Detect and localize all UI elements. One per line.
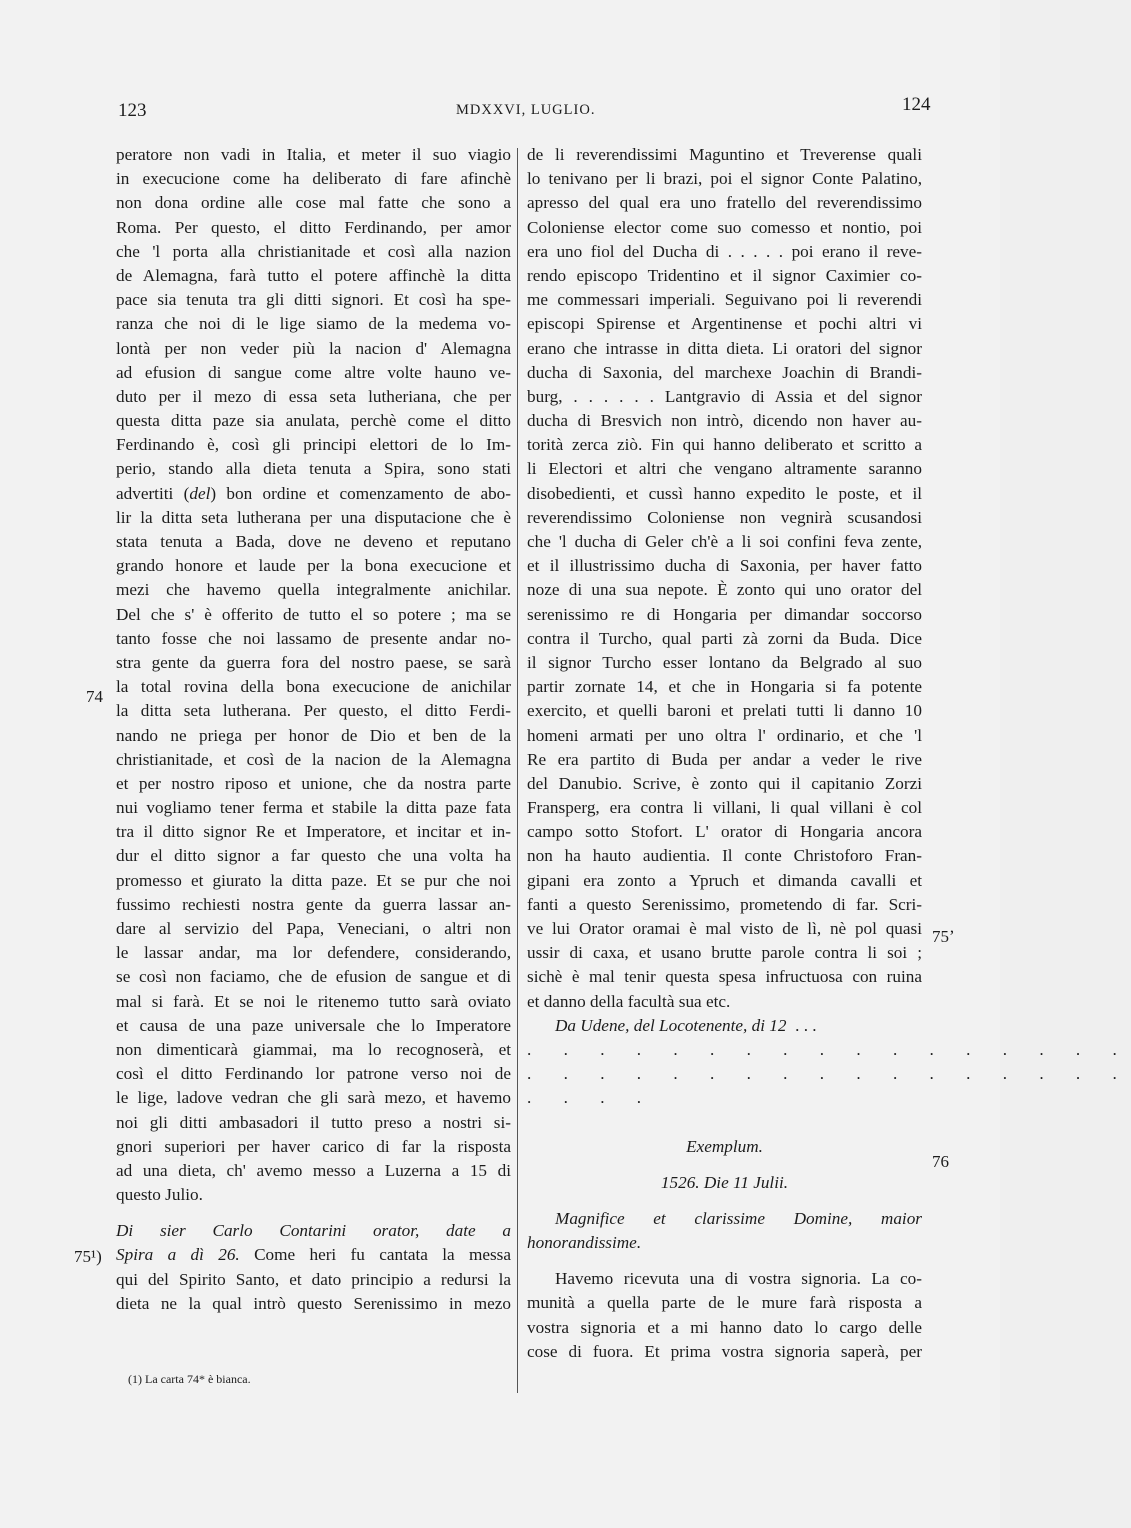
text-line: perio, stando alla dieta tenuta a Spira, sono stati	[116, 459, 511, 479]
text-line: exercito, et quelli baroni et prelati tutti li danno 10	[527, 701, 922, 721]
text-line: che 'l porta alla christianitade et così alla nazion	[116, 241, 511, 261]
salutation-line-1: Magnifice et clarissime Domine, maior	[555, 1208, 922, 1228]
text-line: partir zornate 14, et che in Hongaria si fa potente	[527, 677, 922, 697]
text-line: episcopi Spirense et Argentinense et pochi altri vi	[527, 314, 922, 334]
right-paragraph-1	[527, 143, 922, 1014]
text-line: de Alemagna, farà tutto el potere affinchè la ditta	[116, 265, 511, 285]
text-line: non ha hauto audientia. Il conte Christoforo Fran-	[527, 846, 922, 866]
text-line: Havemo ricevuta una di vostra signoria. La co-	[555, 1269, 922, 1289]
text-line: del Danubio. Scrive, è zonto qui il capitanio Zorzi	[527, 773, 922, 793]
text-line: ussir di caxa, et usano brutte parole contra li soi ;	[527, 943, 922, 963]
text-line: questa ditta paze sia anulata, perchè come el ditto	[116, 411, 511, 431]
text-line: rendo episcopo Tridentino et il signor Caximier co-	[527, 265, 922, 285]
udene-dots: . . .	[795, 1015, 817, 1035]
left-paragraph-2	[116, 1268, 511, 1316]
text-line: gnori superiori per haver carico di far la risposta	[116, 1136, 511, 1156]
text-line: fanti a questo Serenissimo, prometendo di far. Scri-	[527, 894, 922, 914]
text-line: vostra signoria et a mi hanno dato lo cargo delle	[527, 1317, 922, 1337]
text-line: grando honore et laude per la bona execucione et	[116, 556, 511, 576]
text-line: duto per il mezo di essa seta lutheriana, che per	[116, 386, 511, 406]
ellipsis-line-1: . . . . . . . . . . . . . . . . .	[527, 1039, 1131, 1059]
text-line: ve lui Orator oramai è mal visto de lì, nè pol quasi	[527, 919, 922, 938]
text-line: et danno della facultà sua etc.	[527, 991, 731, 1011]
text-line: peratore non vadi in Italia, et meter il suo viagio	[116, 145, 511, 164]
text-line: apresso del qual era uno fratello del reverendissimo	[527, 193, 922, 213]
text-line: qui del Spirito Santo, et dato principio a redursi la	[116, 1269, 511, 1289]
margin-note-74: 74	[86, 687, 103, 706]
text-line: ranza che noi di le lige siamo de la medema vo-	[116, 314, 511, 334]
left-column	[116, 143, 511, 1316]
text-line: contra il Turcho, qual parti zà zorni da Buda. Dice	[527, 628, 922, 648]
text-line: questo Julio.	[116, 1185, 203, 1205]
text-line: le lassar andar, ma lor defendere, considerando,	[116, 943, 511, 963]
salutation-line-2: honorandissime.	[527, 1233, 642, 1253]
text-line: la total rovina della bona execucione de anichilar	[116, 677, 511, 697]
text-line: dur el ditto signor a far questo che una volta ha	[116, 846, 511, 866]
text-line: non dona ordine alle cose mal fatte che sono a	[116, 193, 511, 213]
text-line: sichè è mal tenir questa spesa infructuosa con ruina	[527, 967, 922, 987]
text-line: lontà per non veder più la nacion d' Alemagna	[116, 338, 511, 358]
text-line: ducha di Saxonia, del marchexe Joachin di Brandi-	[527, 362, 922, 382]
text-line: torità zerca ziò. Fin qui hanno deliberato et scritto a	[527, 435, 922, 455]
page-header	[0, 92, 1000, 132]
text-line: stata tenuta a Bada, dove ne deveno et reputano	[116, 532, 511, 551]
udene-heading: Da Udene, del Locotenente, di 12	[555, 1015, 787, 1035]
text-line: reverendissimo Coloniense non vegnirà scusandosi	[527, 507, 922, 527]
text-line: Roma. Per questo, el ditto Ferdinando, per amor	[116, 217, 511, 237]
column-divider	[517, 148, 518, 1393]
margin-note-75-right: 75ʼ	[932, 927, 955, 946]
text-line: et per nostro riposo et unione, che da nostra parte	[116, 773, 511, 793]
text-line: et il illustrissimo ducha di Saxonia, per haver fatto	[527, 556, 922, 576]
text-line: campo sotto Stofort. L' orator di Hongaria ancora	[527, 822, 922, 842]
text-line: noze di una sua nepote. È zonto qui uno orator del	[527, 580, 922, 600]
margin-note-75-left: 75¹)	[74, 1247, 102, 1266]
text-line: erano che intrasse in ditta dieta. Li oratori del signor	[527, 338, 922, 358]
text-line: che 'l ducha di Geler ch'è a li soi confini feva zente,	[527, 532, 922, 551]
letter-heading-rest: Come heri fu cantata la messa	[239, 1245, 511, 1265]
text-line: de li reverendissimi Maguntino et Treverense quali	[527, 145, 922, 164]
text-line: tanto fosse che noi lassamo de presente andar no-	[116, 628, 511, 648]
ellipsis-line-2: . . . . . . . . . . . . . . . . .	[527, 1064, 1131, 1084]
text-line: munità a quella parte de le mure farà risposta a	[527, 1293, 922, 1313]
udene-line	[527, 1014, 922, 1038]
text-line: burg, . . . . . . Lantgravio di Assia et del signor	[527, 386, 922, 406]
text-line: gipani era zonto a Ypruch et dimanda cavalli et	[527, 870, 922, 890]
text-line: in execucione come ha deliberato di fare afinchè	[116, 169, 511, 189]
text-line: Fransperg, era contra li villani, li qual villani è col	[527, 798, 922, 818]
text-line: Ferdinando è, così gli principi elettori de lo Im-	[116, 435, 511, 455]
text-line: pace sia tenuta tra gli ditti signori. Et così ha spe-	[116, 290, 511, 310]
text-line: Coloniense elector come suo comesso et nontio, poi	[527, 217, 922, 237]
text-line: le lige, ladove vedran che gli sarà mezo, et havemo	[116, 1088, 511, 1108]
right-paragraph-3	[527, 1267, 922, 1364]
margin-note-76: 76	[932, 1152, 949, 1171]
text-line: dieta ne la qual intrò questo Serenissimo in mezo	[116, 1293, 511, 1313]
text-line: Re era partito di Buda per andar a veder le rive	[527, 749, 922, 769]
text-line: la ditta seta lutherana. Per questo, el ditto Ferdi-	[116, 701, 511, 721]
letter-heading-line-1: Di sier Carlo Contarini orator, date a	[116, 1221, 511, 1241]
text-line: ad efusion di sangue come altre volte hauno ve-	[116, 362, 511, 382]
text-line: Del che s' è offerito de tutto el so potere ; ma se	[116, 604, 511, 624]
text-line: li Electori et altri che vengano altramente saranno	[527, 459, 922, 479]
text-line: cose di fuora. Et prima vostra signoria saperà, per	[527, 1341, 922, 1361]
letter-heading-date: Spira a dì 26.	[116, 1245, 240, 1265]
text-line: christianitade, et così de la nacion de la Alemagna	[116, 749, 511, 769]
text-line: mal si farà. Et se noi le ritenemo tutto sarà oviato	[116, 991, 511, 1011]
text-line: homeni armati per uno oltra l' ordinario, et che 'l	[527, 725, 922, 745]
text-line: così el ditto Ferdinando lor patrone verso noi de	[116, 1064, 511, 1084]
text-line: ducha di Bresvich non intrò, dicendo non haver au-	[527, 411, 922, 431]
text-line: nando ne priega per honor de Dio et ben de la	[116, 725, 511, 745]
text-line: mezi che havemo quella integralmente anichilar.	[116, 580, 511, 600]
page-number-left: 123	[118, 100, 147, 121]
text-line: me commessari imperiali. Seguivano poi li reverendi	[527, 290, 922, 310]
text-line: stra gente da guerra fora del nostro paese, se sarà	[116, 652, 511, 672]
text-line: ad una dieta, ch' avemo messo a Luzerna a 15 di	[116, 1160, 511, 1180]
text-line: nui vogliamo tener ferma et stabile la ditta paze fata	[116, 798, 511, 818]
running-title: MDXXVI, LUGLIO.	[456, 102, 596, 118]
text-line: noi gli ditti ambasadori il tutto preso a nostri si-	[116, 1112, 511, 1132]
text-line: era uno fiol del Ducha di . . . . . poi erano il reve-	[527, 241, 922, 261]
exemplum-heading: Exemplum.	[686, 1136, 763, 1156]
left-paragraph-1	[116, 143, 511, 1207]
text-line: tra il ditto signor Re et Imperatore, et incitar et in-	[116, 822, 511, 842]
text-line: lir la ditta seta lutherana per una disputacione che è	[116, 507, 511, 527]
text-line: promesso et giurato la ditta paze. Et se pur che noi	[116, 870, 511, 890]
text-line: lo tenivano per li brazi, poi el signor Conte Palatino,	[527, 169, 922, 189]
text-line: disobedienti, et cussì hanno expedito le poste, et il	[527, 483, 922, 503]
text-line: se così non faciamo, che de efusion de sangue et di	[116, 967, 511, 987]
text-line: advertiti (del) bon ordine et comenzamento de abo-	[116, 483, 511, 503]
text-line: serenissimo re di Hongaria per dimandar soccorso	[527, 604, 922, 624]
footnote: (1) La carta 74* è bianca.	[128, 1372, 251, 1386]
text-line: non dimenticarà giammai, ma lo recognoserà, et	[116, 1039, 511, 1059]
text-line: il signor Turcho esser lontano da Belgrado al suo	[527, 652, 922, 672]
text-line: dare al servizio del Papa, Veneciani, o altri non	[116, 919, 511, 938]
date-heading: 1526. Die 11 Julii.	[660, 1172, 789, 1192]
text-line: fussimo rechiesti nostra gente da guerra lassar an-	[116, 894, 511, 914]
text-line: et causa de una paze universale che lo Imperatore	[116, 1015, 511, 1035]
ellipsis-line-3: . . . .	[527, 1088, 656, 1108]
page-number-right: 124	[902, 94, 931, 115]
letter-heading-line-2	[116, 1243, 511, 1267]
